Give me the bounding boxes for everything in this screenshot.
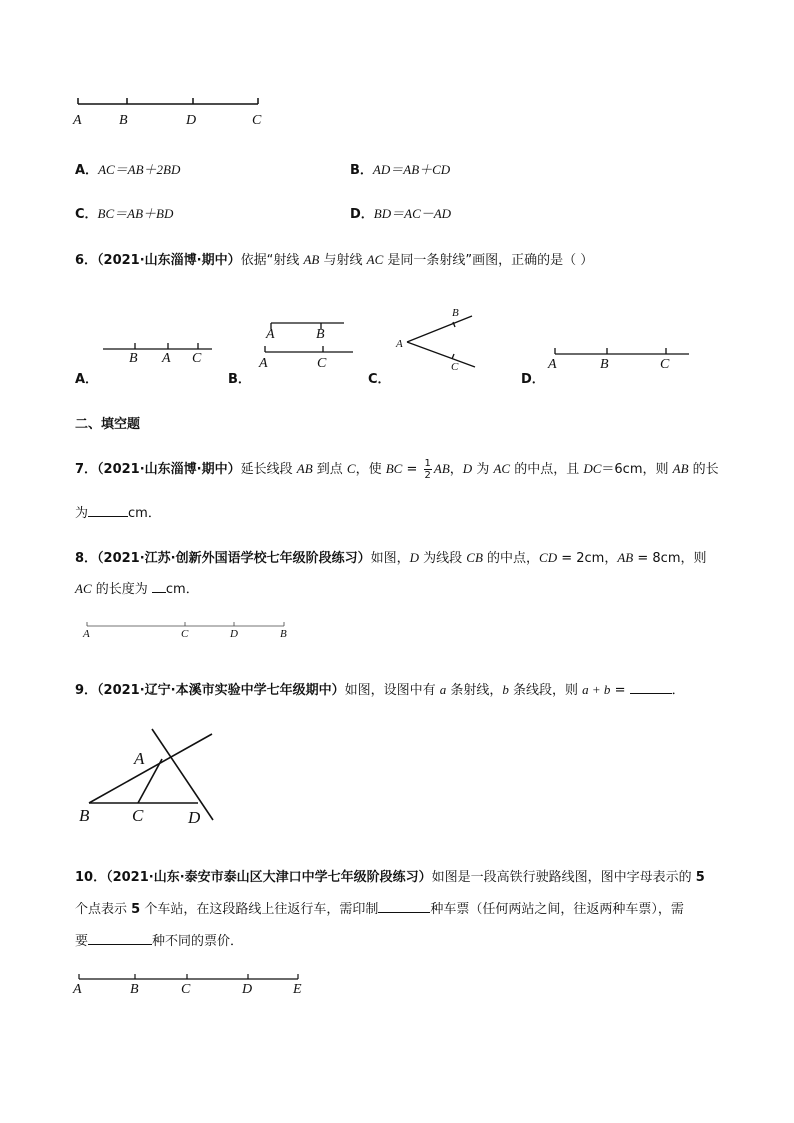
math-term: 5 (695, 870, 705, 885)
question-text: 为线段 (419, 551, 467, 566)
math-term: AB (672, 461, 689, 476)
point-label: A (73, 982, 82, 997)
point-label: A (396, 338, 403, 350)
point-label: C (181, 982, 191, 997)
math-term: AB (296, 461, 313, 476)
question-text: 的中点， (482, 551, 540, 566)
point-label: B (119, 113, 128, 128)
question-text: 延长线段 (240, 462, 297, 477)
point-label: B (600, 357, 609, 372)
question-text: 与射线 (319, 253, 367, 268)
question-text: 为 (472, 462, 494, 477)
question-text: 种不同的票价． (152, 934, 244, 949)
math-term: = (402, 462, 422, 477)
question-text: ． (671, 683, 685, 698)
math-term: AC (366, 252, 384, 267)
question-number: 6． (75, 253, 98, 268)
question-text: ，使 (355, 462, 386, 477)
question-source: （2021·江苏·创新外国语学校七年级阶段练习） (97, 551, 371, 566)
option-letter: A． (75, 163, 99, 178)
point-label: D (186, 113, 197, 128)
option-text: BD＝AC－AD (373, 206, 452, 221)
math-term: a + b (582, 682, 611, 697)
question-text: cm． (128, 506, 161, 521)
question-text: 如图是一段高铁行驶路线图，图中字母表示的 (431, 870, 696, 885)
option-text: AC＝AB＋2BD (98, 162, 181, 177)
question-text: 是同一条射线”画图，正确的是（ ） (383, 253, 594, 268)
point-label: C (660, 357, 670, 372)
question-text: 如图，设图中有 (344, 683, 440, 698)
question-text: 的中点，且 (510, 462, 584, 477)
option-text: AD＝AB＋CD (372, 162, 451, 177)
option-letter: B． (350, 163, 373, 178)
point-label: B (280, 628, 287, 640)
question-text: 个点表示 (75, 902, 132, 917)
question-text: 依据“射线 (240, 253, 304, 268)
point-label: C (181, 628, 189, 640)
point-label: B (452, 307, 459, 319)
point-label: A (548, 357, 557, 372)
option-letter: C． (75, 207, 98, 222)
question-text: = 8cm，则 (633, 551, 707, 566)
question-text: ＝6cm，则 (601, 462, 673, 477)
q6-option-d-label: D． (521, 372, 545, 387)
question-number: 10． (75, 870, 107, 885)
point-label: C (132, 806, 144, 825)
point-label: B (130, 982, 139, 997)
math-term: AC (493, 461, 511, 476)
point-label: C (252, 113, 262, 128)
question-text: 种车票（任何两站之间，往返两种车票），需 (430, 902, 684, 917)
question-text: 为 (75, 506, 89, 521)
q6-option-c-label: C． (368, 372, 391, 387)
math-term: D (462, 461, 473, 476)
point-label: A (83, 628, 90, 640)
math-term: BC (385, 461, 403, 476)
point-label: A (134, 749, 145, 768)
question-text: = 2cm， (557, 551, 618, 566)
math-term: CD (539, 550, 558, 565)
q6-option-a-label: A． (75, 372, 99, 387)
math-term: AC (75, 581, 92, 596)
point-label: A (266, 327, 275, 342)
point-label: E (293, 982, 302, 997)
question-text: 条射线， (446, 683, 503, 698)
question-text: 如图， (370, 551, 410, 566)
question-text: ， (449, 462, 463, 477)
point-label: D (230, 628, 238, 640)
section-heading: 二、填空题 (75, 417, 141, 432)
math-term: AB (433, 461, 450, 476)
q6-option-b-label: B． (228, 372, 251, 387)
math-term: C (346, 461, 356, 476)
question-text: = (610, 683, 630, 698)
question-text: 到点 (312, 462, 347, 477)
point-label: A (73, 113, 82, 128)
math-term: 5 (131, 902, 141, 917)
math-term: b (502, 682, 509, 697)
question-text: 的长 (688, 462, 719, 477)
point-label: A (162, 351, 171, 366)
question-text: 要 (75, 934, 89, 949)
point-label: D (188, 808, 201, 827)
fraction-denominator: 2 (424, 470, 431, 481)
math-term: AB (303, 252, 320, 267)
math-term: CB (466, 550, 483, 565)
math-term: AB (617, 550, 634, 565)
point-label: A (259, 356, 268, 371)
math-term: D (409, 550, 420, 565)
question-number: 8． (75, 551, 98, 566)
question-text: 个车站，在这段路线上往返行车，需印制 (140, 902, 379, 917)
point-label: C (317, 356, 327, 371)
question-text: 条线段，则 (508, 683, 583, 698)
question-source: （2021·辽宁·本溪市实验中学七年级期中） (97, 683, 345, 698)
math-term: a (439, 682, 447, 697)
point-label: B (129, 351, 138, 366)
option-text: BC＝AB＋BD (97, 206, 174, 221)
option-letter: D． (350, 207, 374, 222)
question-number: 9． (75, 683, 98, 698)
point-label: B (79, 806, 90, 825)
point-label: D (242, 982, 253, 997)
fraction-numerator: 1 (424, 458, 431, 469)
question-source: （2021·山东·泰安市泰山区大津口中学七年级阶段练习） (106, 870, 432, 885)
point-label: C (192, 351, 202, 366)
point-label: B (316, 327, 325, 342)
point-label: C (451, 361, 459, 373)
question-source: （2021·山东淄博·期中） (97, 253, 241, 268)
question-text: 的长度为 (91, 582, 152, 597)
question-number: 7． (75, 462, 98, 477)
question-source: （2021·山东淄博·期中） (97, 462, 241, 477)
question-text: cm． (165, 582, 199, 597)
math-term: DC (583, 461, 602, 476)
